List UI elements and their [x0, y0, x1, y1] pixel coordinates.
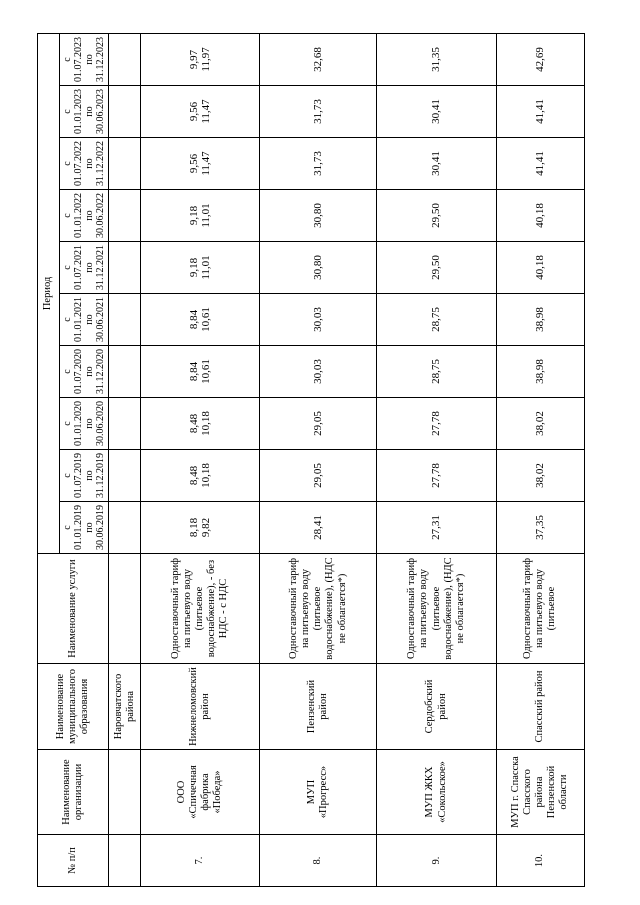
value-cell: 28,75 — [377, 294, 496, 346]
value-cell: 30,03 — [260, 346, 377, 398]
value-cell: 41,41 — [496, 138, 584, 190]
row-mun: Нижнеломовский район — [141, 664, 260, 750]
period-1: с 01.01.2019 по 30.06.2019 — [60, 502, 109, 554]
value-cell: 31,73 — [260, 86, 377, 138]
carry-mun: Наровчатского района — [109, 664, 141, 750]
carry-service — [109, 554, 141, 664]
value-cell: 27,78 — [377, 398, 496, 450]
value-cell: 8,84 10,61 — [141, 346, 260, 398]
value-cell: 30,41 — [377, 86, 496, 138]
value-cell: 9,56 11,47 — [141, 138, 260, 190]
carry-org — [109, 750, 141, 835]
value-cell: 41,41 — [496, 86, 584, 138]
period-6: с 01.07.2021 по 31.12.2021 — [60, 242, 109, 294]
period-10: с 01.07.2023 по 31.12.2023 — [60, 33, 109, 85]
header-num: № п/п — [38, 835, 109, 887]
table-row — [377, 33, 496, 886]
value-cell: 37,35 — [496, 502, 584, 554]
period-3: с 01.01.2020 по 30.06.2020 — [60, 398, 109, 450]
value-cell: 27,78 — [377, 450, 496, 502]
value-cell: 30,41 — [377, 138, 496, 190]
value-cell: 9,97 11,97 — [141, 33, 260, 85]
row-org: МУП ЖКХ «Сокольское» — [377, 750, 496, 835]
value-cell: 8,48 10,18 — [141, 398, 260, 450]
header-mun: Наименование муниципального образования — [38, 664, 109, 750]
value-cell: 29,50 — [377, 242, 496, 294]
row-org: ООО «Спичечная фабрика «Победа» — [141, 750, 260, 835]
tariff-table — [37, 33, 585, 887]
value-cell: 29,05 — [260, 398, 377, 450]
row-num: 10. — [496, 835, 584, 887]
value-cell: 31,35 — [377, 33, 496, 85]
period-5: с 01.01.2021 по 30.06.2021 — [60, 294, 109, 346]
row-org: МУП «Прогресс» — [260, 750, 377, 835]
carry-over-row — [109, 33, 141, 886]
value-cell: 42,69 — [496, 33, 584, 85]
row-num: 7. — [141, 835, 260, 887]
value-cell: 38,98 — [496, 294, 584, 346]
period-9: с 01.01.2023 по 30.06.2023 — [60, 86, 109, 138]
value-cell: 30,03 — [260, 294, 377, 346]
row-mun: Сердобский район — [377, 664, 496, 750]
value-cell: 38,98 — [496, 346, 584, 398]
row-service: Одноставочный тариф на питьевую воду (питьевое водоснабжение), - без НДС - с НДС — [141, 554, 260, 664]
period-2: с 01.07.2019 по 31.12.2019 — [60, 450, 109, 502]
value-cell: 29,05 — [260, 450, 377, 502]
value-cell: 29,50 — [377, 190, 496, 242]
value-cell: 32,68 — [260, 33, 377, 85]
header-service: Наименование услуги — [38, 554, 109, 664]
value-cell: 8,18 9,82 — [141, 502, 260, 554]
value-cell: 8,48 10,18 — [141, 450, 260, 502]
carry-num — [109, 835, 141, 887]
row-mun: Пензенский район — [260, 664, 377, 750]
row-service: Одноставочный тариф на питьевую воду (питьевое водоснабжение), (НДС не облагается*) — [260, 554, 377, 664]
row-mun: Спасский район — [496, 664, 584, 750]
value-cell: 31,73 — [260, 138, 377, 190]
row-org: МУП г. Спасска Спасского района Пензенской области — [496, 750, 584, 835]
period-7: с 01.01.2022 по 30.06.2022 — [60, 190, 109, 242]
value-cell: 28,75 — [377, 346, 496, 398]
value-cell: 27,31 — [377, 502, 496, 554]
header-org: Наименование организации — [38, 750, 109, 835]
value-cell: 40,18 — [496, 190, 584, 242]
value-cell: 8,84 10,61 — [141, 294, 260, 346]
value-cell: 40,18 — [496, 242, 584, 294]
row-num: 8. — [260, 835, 377, 887]
value-cell: 9,18 11,01 — [141, 190, 260, 242]
row-service: Одноставочный тариф на питьевую воду (питьевое — [496, 554, 584, 664]
table-row — [260, 33, 377, 886]
value-cell: 28,41 — [260, 502, 377, 554]
value-cell: 30,80 — [260, 190, 377, 242]
value-cell: 38,02 — [496, 398, 584, 450]
value-cell: 38,02 — [496, 450, 584, 502]
table-row — [496, 33, 584, 886]
period-8: с 01.07.2022 по 31.12.2022 — [60, 138, 109, 190]
row-service: Одноставочный тариф на питьевую воду (питьевое водоснабжение), (НДС не облагается*) — [377, 554, 496, 664]
value-cell: 9,56 11,47 — [141, 86, 260, 138]
row-num: 9. — [377, 835, 496, 887]
header-period: Период — [38, 33, 60, 553]
period-4: с 01.07.2020 по 31.12.2020 — [60, 346, 109, 398]
value-cell: 9,18 11,01 — [141, 242, 260, 294]
table-row — [141, 33, 260, 886]
value-cell: 30,80 — [260, 242, 377, 294]
